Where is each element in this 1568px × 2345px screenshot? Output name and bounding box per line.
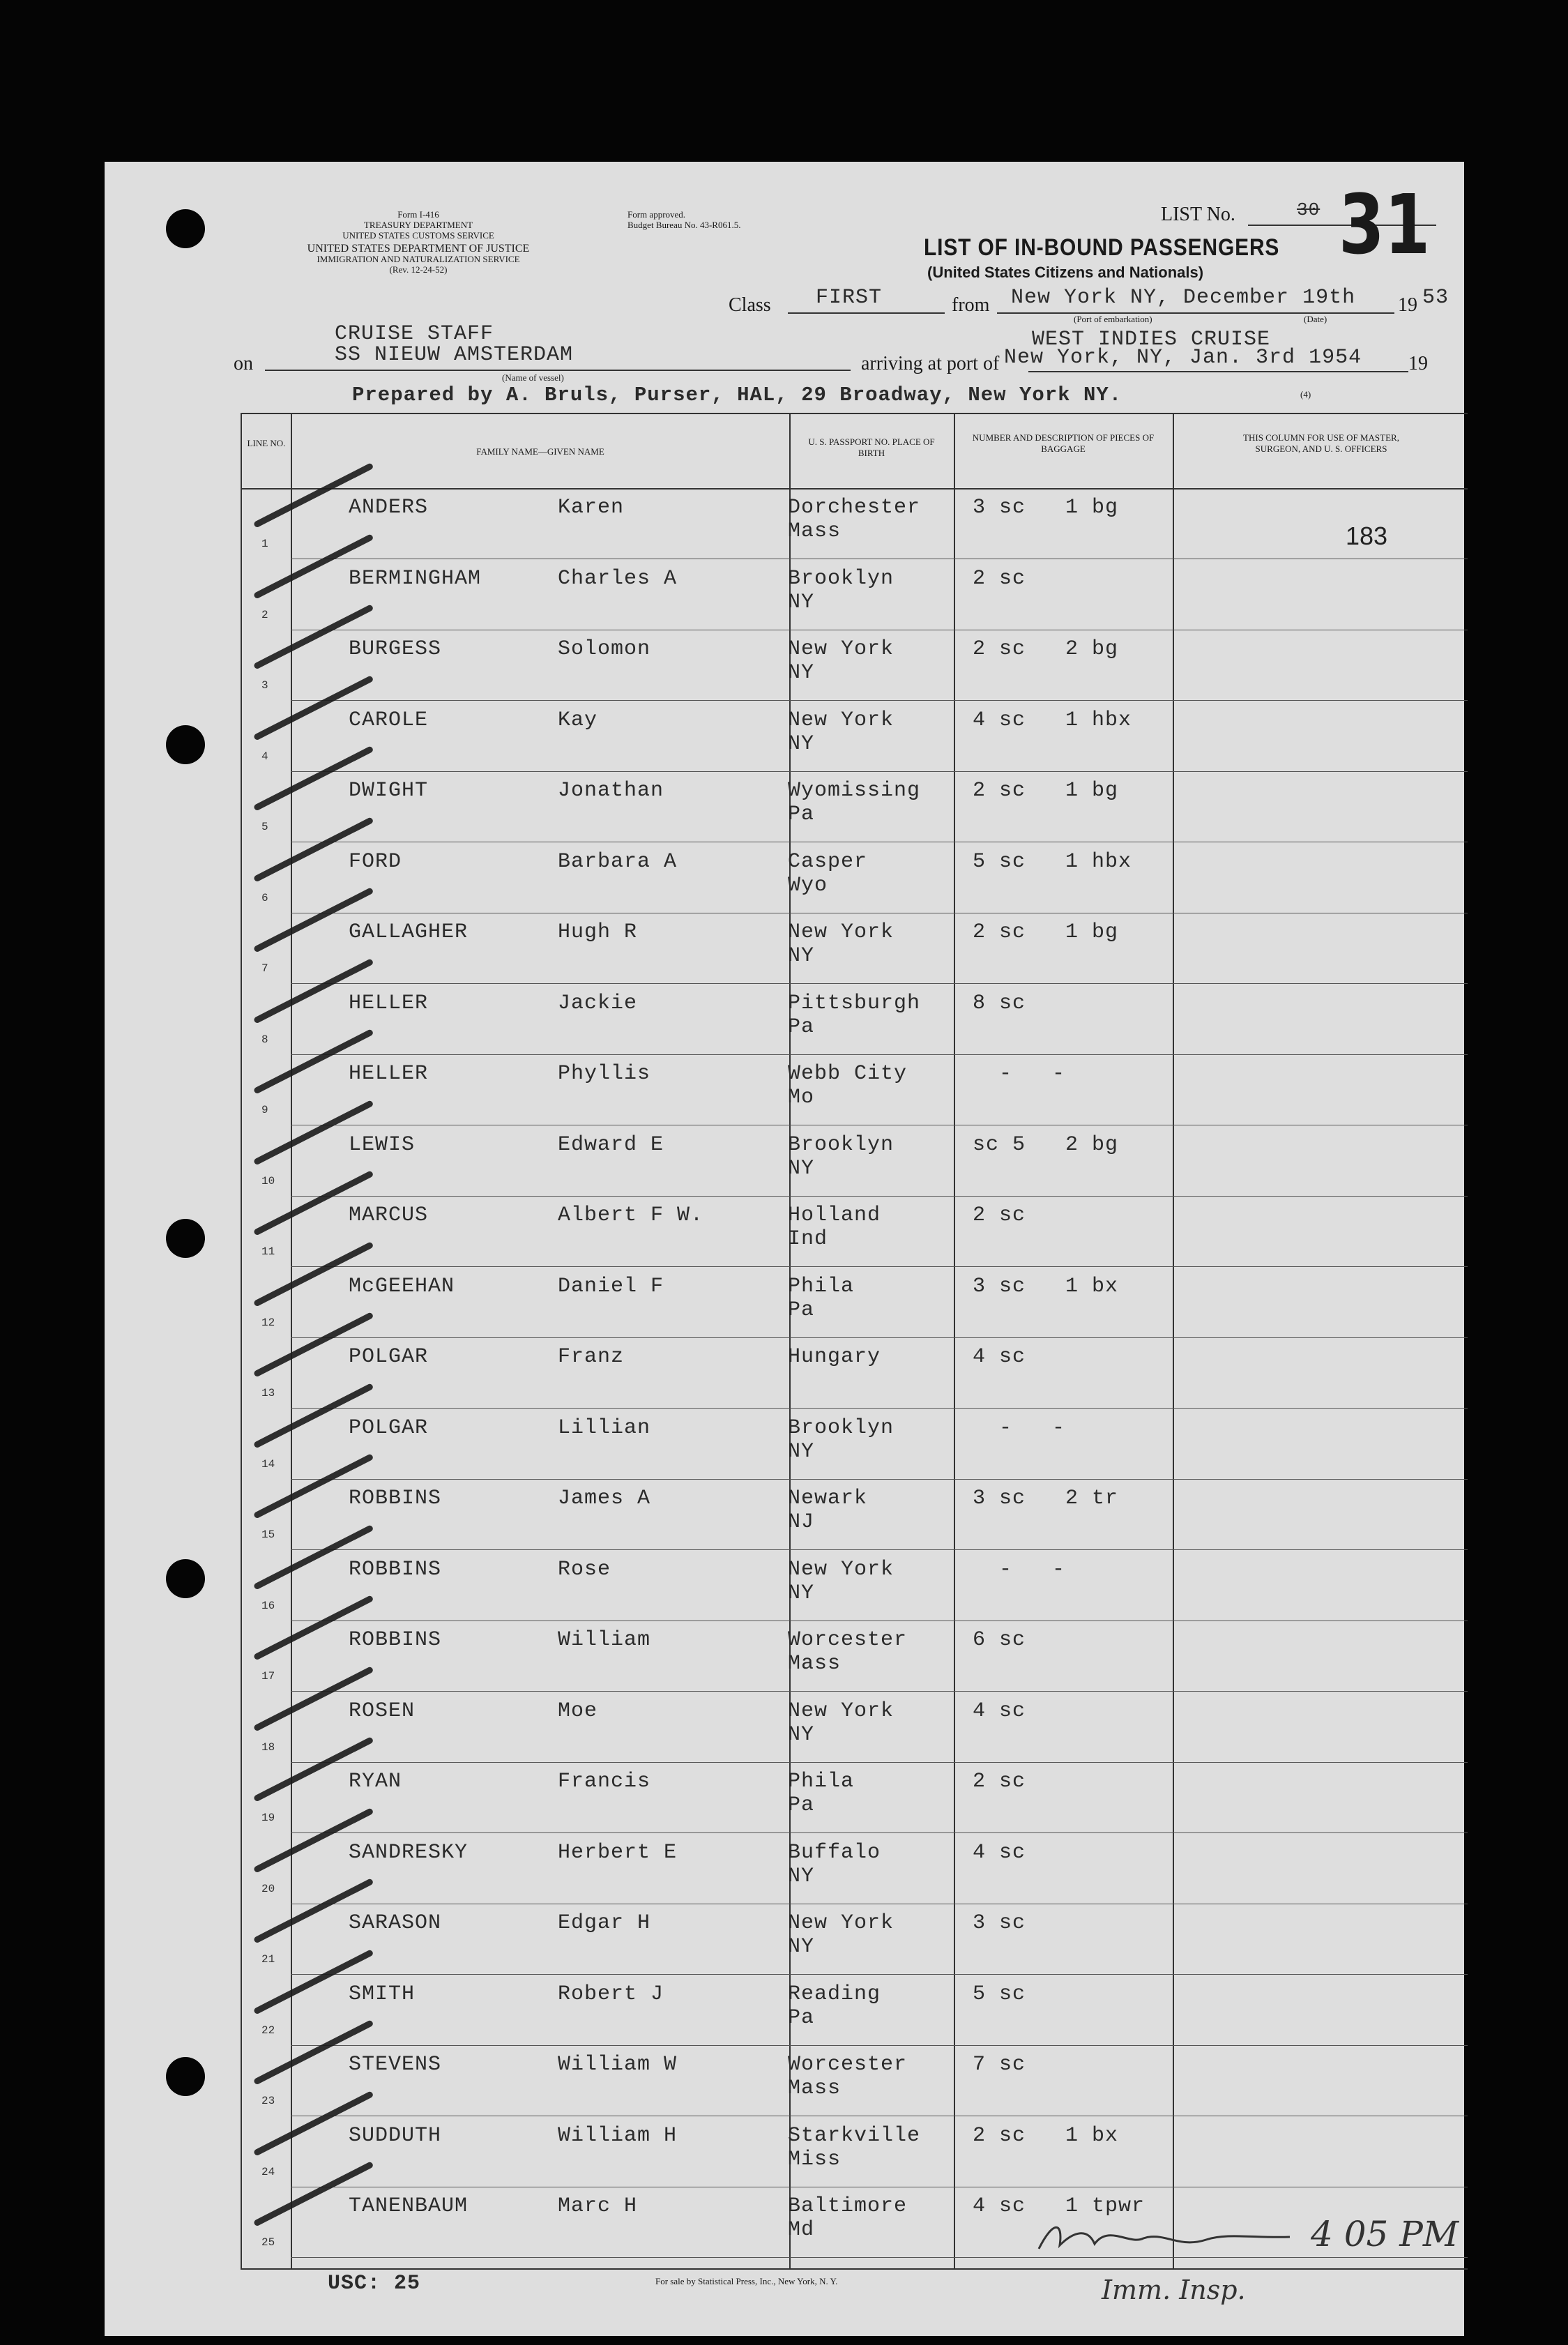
table-row xyxy=(241,1551,1468,1621)
given-name: Lillian xyxy=(558,1416,651,1440)
birthplace-city: Phila xyxy=(788,1770,855,1793)
table-row xyxy=(241,1197,1468,1267)
birthplace-state: Pa xyxy=(788,2005,815,2030)
birthplace-state: Md xyxy=(788,2218,815,2242)
line-number: 20 xyxy=(261,1882,275,1895)
family-name: ROBBINS xyxy=(349,1628,442,1652)
line-number: 22 xyxy=(261,2024,275,2037)
punch-hole xyxy=(166,209,205,248)
dept-justice: UNITED STATES DEPARTMENT OF JUSTICE xyxy=(307,243,530,255)
family-name: ROSEN xyxy=(349,1699,416,1723)
birthplace-state: Ind xyxy=(788,1227,828,1251)
birthplace-city: Newark xyxy=(788,1487,868,1510)
birthplace-city: New York xyxy=(788,1911,895,1935)
baggage: 2 sc 1 bg xyxy=(973,920,1119,944)
birthplace-state: NY xyxy=(788,944,815,968)
officer-note: 183 xyxy=(1346,522,1388,550)
family-name: TANENBAUM xyxy=(349,2194,469,2218)
family-name: RYAN xyxy=(349,1770,402,1793)
family-name: LEWIS xyxy=(349,1132,416,1157)
table-row xyxy=(241,2117,1468,2187)
line-number: 5 xyxy=(261,821,268,833)
prepared-by: Prepared by A. Bruls, Purser, HAL, 29 Broadway, New York NY. xyxy=(352,384,1122,407)
line-number: 1 xyxy=(261,538,268,550)
vessel-line-1: CRUISE STAFF xyxy=(335,322,494,346)
cruise-name: WEST INDIES CRUISE xyxy=(1032,328,1271,351)
line-number: 7 xyxy=(261,962,268,975)
family-name: HELLER xyxy=(349,991,429,1015)
line-number: 13 xyxy=(261,1387,275,1399)
inspector-note: Imm. Insp. xyxy=(1102,2275,1246,2305)
given-name: William H xyxy=(558,2123,678,2148)
birthplace-city: Buffalo xyxy=(788,1840,881,1865)
baggage: sc 5 2 bg xyxy=(973,1132,1119,1157)
line-number: 2 xyxy=(261,608,268,621)
table-row xyxy=(241,772,1468,842)
given-name: Charles A xyxy=(558,566,678,591)
printer-credit: For sale by Statistical Press, Inc., New York, N. Y. xyxy=(655,2276,838,2286)
table-row xyxy=(241,1480,1468,1550)
family-name: SUDDUTH xyxy=(349,2123,442,2148)
birthplace-city: Casper xyxy=(788,849,868,874)
approval-block xyxy=(627,209,740,230)
table-row xyxy=(241,1409,1468,1480)
given-name: James A xyxy=(558,1487,651,1510)
col-header-name: FAMILY NAME—GIVEN NAME xyxy=(476,446,604,457)
list-no-value: 31 xyxy=(1339,176,1431,273)
line-number: 6 xyxy=(261,891,268,904)
baggage: 8 sc xyxy=(973,991,1026,1015)
family-name: ROBBINS xyxy=(349,1557,442,1581)
family-name: FORD xyxy=(349,849,402,874)
birthplace-state: NY xyxy=(788,1581,815,1605)
family-name: SARASON xyxy=(349,1911,442,1935)
table-row xyxy=(241,489,1468,559)
given-name: Daniel F xyxy=(558,1274,664,1298)
birthplace-state: NJ xyxy=(788,1510,815,1534)
family-name: STEVENS xyxy=(349,2053,442,2077)
birthplace-city: New York xyxy=(788,1557,895,1581)
birthplace-state: NY xyxy=(788,1935,815,1959)
table-row xyxy=(241,1621,1468,1692)
birthplace-city: Reading xyxy=(788,1982,881,2006)
list-no-struck: 30 xyxy=(1297,199,1320,220)
baggage: - - xyxy=(973,1062,1066,1086)
birthplace-city: New York xyxy=(788,637,895,661)
arriving-label: arriving at port of xyxy=(861,353,1000,374)
line-number: 21 xyxy=(261,1953,275,1966)
baggage: 3 sc xyxy=(973,1911,1026,1935)
birthplace-state: Pa xyxy=(788,1298,815,1322)
footnote-4: (4) xyxy=(1300,389,1311,400)
table-row xyxy=(241,1975,1468,2046)
birthplace-city: Baltimore xyxy=(788,2194,908,2218)
given-name: Karen xyxy=(558,496,625,519)
family-name: ROBBINS xyxy=(349,1487,442,1510)
birthplace-state: NY xyxy=(788,731,815,756)
family-name: McGEEHAN xyxy=(349,1274,455,1298)
family-name: POLGAR xyxy=(349,1416,429,1440)
line-number: 9 xyxy=(261,1104,268,1116)
given-name: Barbara A xyxy=(558,849,678,874)
birthplace-city: Holland xyxy=(788,1204,881,1227)
from-underline xyxy=(997,312,1394,314)
family-name: BURGESS xyxy=(349,637,442,661)
birthplace-city: New York xyxy=(788,1699,895,1723)
given-name: Edward E xyxy=(558,1132,664,1157)
birthplace-city: Dorchester xyxy=(788,496,921,519)
line-number: 11 xyxy=(261,1245,275,1258)
birthplace-city: Webb City xyxy=(788,1062,908,1086)
dept-customs: UNITED STATES CUSTOMS SERVICE xyxy=(342,230,494,241)
family-name: POLGAR xyxy=(349,1345,429,1369)
form-title: LIST OF IN-BOUND PASSENGERS xyxy=(924,234,1280,261)
table-row xyxy=(241,1055,1468,1125)
birthplace-state: Miss xyxy=(788,2147,842,2171)
baggage: 6 sc xyxy=(973,1628,1026,1652)
birthplace-city: Worcester xyxy=(788,2053,908,2077)
given-name: Jackie xyxy=(558,991,638,1015)
col-header-officers: THIS COLUMN FOR USE OF MASTER, SURGEON, AND U. S. OFFICERS xyxy=(1243,432,1399,454)
birthplace-city: Phila xyxy=(788,1274,855,1298)
line-number: 17 xyxy=(261,1670,275,1683)
date-caption: (Date) xyxy=(1304,314,1327,324)
table-row xyxy=(241,1268,1468,1338)
vessel-caption: (Name of vessel) xyxy=(502,372,564,383)
baggage: 5 sc 1 hbx xyxy=(973,849,1132,874)
line-number: 25 xyxy=(261,2236,275,2249)
birthplace-state: NY xyxy=(788,1722,815,1747)
family-name: ANDERS xyxy=(349,496,429,519)
list-no-label: LIST No. xyxy=(1161,204,1235,225)
arriving-value: New York, NY, Jan. 3rd 1954 xyxy=(1004,346,1362,370)
birthplace-city: Brooklyn xyxy=(788,1416,895,1440)
birthplace-state: NY xyxy=(788,1864,815,1888)
line-number: 12 xyxy=(261,1316,275,1329)
baggage: 2 sc xyxy=(973,566,1026,591)
family-name: SMITH xyxy=(349,1982,416,2006)
given-name: Phyllis xyxy=(558,1062,651,1086)
punch-hole xyxy=(166,725,205,764)
port-embarkation-caption: (Port of embarkation) xyxy=(1074,314,1152,324)
line-number: 18 xyxy=(261,1740,275,1754)
col-header-line-no: LINE NO. xyxy=(247,438,286,448)
table-row xyxy=(241,1763,1468,1833)
form-revision: (Rev. 12-24-52) xyxy=(389,264,448,275)
from-label: from xyxy=(952,294,990,316)
table-row xyxy=(241,1904,1468,1975)
line-number: 16 xyxy=(261,1599,275,1612)
given-name: Rose xyxy=(558,1557,611,1581)
table-row xyxy=(241,560,1468,630)
family-name: DWIGHT xyxy=(349,779,429,803)
on-label: on xyxy=(234,353,253,374)
table-row xyxy=(241,1692,1468,1763)
family-name: SANDRESKY xyxy=(349,1840,469,1865)
family-name: BERMINGHAM xyxy=(349,566,482,591)
birthplace-city: Hungary xyxy=(788,1345,881,1369)
line-number: 14 xyxy=(261,1457,275,1471)
table-row xyxy=(241,630,1468,701)
col-header-passport: U. S. PASSPORT NO. PLACE OF BIRTH xyxy=(808,437,935,458)
birthplace-state: NY xyxy=(788,1156,815,1181)
baggage: 4 sc xyxy=(973,1345,1026,1369)
punch-hole xyxy=(166,1219,205,1258)
baggage: 2 sc 1 bg xyxy=(973,779,1119,803)
baggage: - - xyxy=(973,1416,1066,1440)
birthplace-state: NY xyxy=(788,1439,815,1464)
year-prefix: 19 xyxy=(1398,294,1417,316)
baggage: 7 sc xyxy=(973,2053,1026,2077)
birthplace-state: Mo xyxy=(788,1086,815,1109)
birthplace-state: Pa xyxy=(788,1793,815,1817)
given-name: Franz xyxy=(558,1345,625,1369)
given-name: Solomon xyxy=(558,637,651,661)
birthplace-city: Starkville xyxy=(788,2123,921,2148)
given-name: Jonathan xyxy=(558,779,664,803)
signature-scrawl xyxy=(1032,2217,1297,2259)
punch-hole xyxy=(166,1559,205,1598)
birthplace-city: New York xyxy=(788,920,895,944)
line-number: 4 xyxy=(261,750,268,763)
table-row xyxy=(241,985,1468,1055)
signature-time: 4 05 PM xyxy=(1311,2214,1459,2254)
baggage: - - xyxy=(973,1557,1066,1581)
birthplace-state: Wyo xyxy=(788,873,828,897)
birthplace-state: Pa xyxy=(788,803,815,826)
birthplace-state: NY xyxy=(788,661,815,685)
form-subtitle: (United States Citizens and Nationals) xyxy=(927,264,1204,281)
baggage: 3 sc 1 bg xyxy=(973,496,1119,519)
family-name: MARCUS xyxy=(349,1204,429,1227)
baggage: 3 sc 2 tr xyxy=(973,1487,1119,1510)
line-number: 24 xyxy=(261,2165,275,2178)
vessel-underline xyxy=(265,370,851,371)
class-value: FIRST xyxy=(816,286,883,310)
baggage: 5 sc xyxy=(973,1982,1026,2006)
from-value: New York NY, December 19th xyxy=(1011,286,1356,310)
family-name: HELLER xyxy=(349,1062,429,1086)
form-id-block xyxy=(230,209,607,275)
baggage: 4 sc xyxy=(973,1840,1026,1865)
table-row xyxy=(241,843,1468,913)
baggage: 2 sc xyxy=(973,1770,1026,1793)
class-label: Class xyxy=(729,294,771,316)
baggage: 2 sc 2 bg xyxy=(973,637,1119,661)
given-name: William xyxy=(558,1628,651,1652)
punch-hole xyxy=(166,2057,205,2096)
col-header-baggage: NUMBER AND DESCRIPTION OF PIECES OF BAGGAGE xyxy=(972,432,1155,454)
given-name: Moe xyxy=(558,1699,598,1723)
baggage: 4 sc 1 tpwr xyxy=(973,2194,1145,2218)
baggage: 2 sc xyxy=(973,1204,1026,1227)
line-number: 15 xyxy=(261,1528,275,1541)
dept-immigration: IMMIGRATION AND NATURALIZATION SERVICE xyxy=(317,254,520,264)
vessel-line-2: SS NIEUW AMSTERDAM xyxy=(335,343,574,367)
table-row xyxy=(241,701,1468,772)
class-underline xyxy=(788,312,945,314)
form-approved: Form approved. xyxy=(627,209,686,220)
birthplace-city: Worcester xyxy=(788,1628,908,1652)
birthplace-state: NY xyxy=(788,590,815,614)
family-name: CAROLE xyxy=(349,708,429,732)
baggage: 4 sc 1 hbx xyxy=(973,708,1132,732)
birthplace-city: Brooklyn xyxy=(788,1132,895,1157)
line-number: 8 xyxy=(261,1033,268,1046)
arriving-underline xyxy=(1028,371,1408,372)
table-row xyxy=(241,1834,1468,1904)
baggage: 4 sc xyxy=(973,1699,1026,1723)
table-row xyxy=(241,2046,1468,2116)
birthplace-state: Mass xyxy=(788,519,842,543)
given-name: Hugh R xyxy=(558,920,638,944)
line-number: 19 xyxy=(261,1812,275,1824)
birthplace-state: Pa xyxy=(788,1015,815,1039)
usc-count: USC: 25 xyxy=(328,2272,421,2295)
given-name: Francis xyxy=(558,1770,651,1793)
birthplace-city: New York xyxy=(788,708,895,732)
given-name: Kay xyxy=(558,708,598,732)
given-name: Albert F W. xyxy=(558,1204,704,1227)
line-number: 10 xyxy=(261,1174,275,1187)
baggage: 2 sc 1 bx xyxy=(973,2123,1119,2148)
given-name: Robert J xyxy=(558,1982,664,2006)
given-name: William W xyxy=(558,2053,678,2077)
line-number: 3 xyxy=(261,679,268,692)
table-row xyxy=(241,913,1468,984)
dept-treasury: TREASURY DEPARTMENT xyxy=(363,220,473,230)
given-name: Edgar H xyxy=(558,1911,651,1935)
birthplace-state: Mass xyxy=(788,2077,842,2100)
table-row xyxy=(241,1338,1468,1409)
budget-bureau: Budget Bureau No. 43-R061.5. xyxy=(627,220,741,230)
birthplace-city: Pittsburgh xyxy=(788,991,921,1015)
given-name: Herbert E xyxy=(558,1840,678,1865)
table-row xyxy=(241,1126,1468,1197)
arriving-year-suffix: 19 xyxy=(1408,353,1428,374)
birthplace-state: Mass xyxy=(788,1652,842,1676)
year-value: 53 xyxy=(1422,286,1449,310)
birthplace-city: Wyomissing xyxy=(788,779,921,803)
line-number: 23 xyxy=(261,2095,275,2107)
baggage: 3 sc 1 bx xyxy=(973,1274,1119,1298)
family-name: GALLAGHER xyxy=(349,920,469,944)
given-name: Marc H xyxy=(558,2194,638,2218)
form-number: Form I-416 xyxy=(397,209,439,220)
birthplace-city: Brooklyn xyxy=(788,566,895,591)
